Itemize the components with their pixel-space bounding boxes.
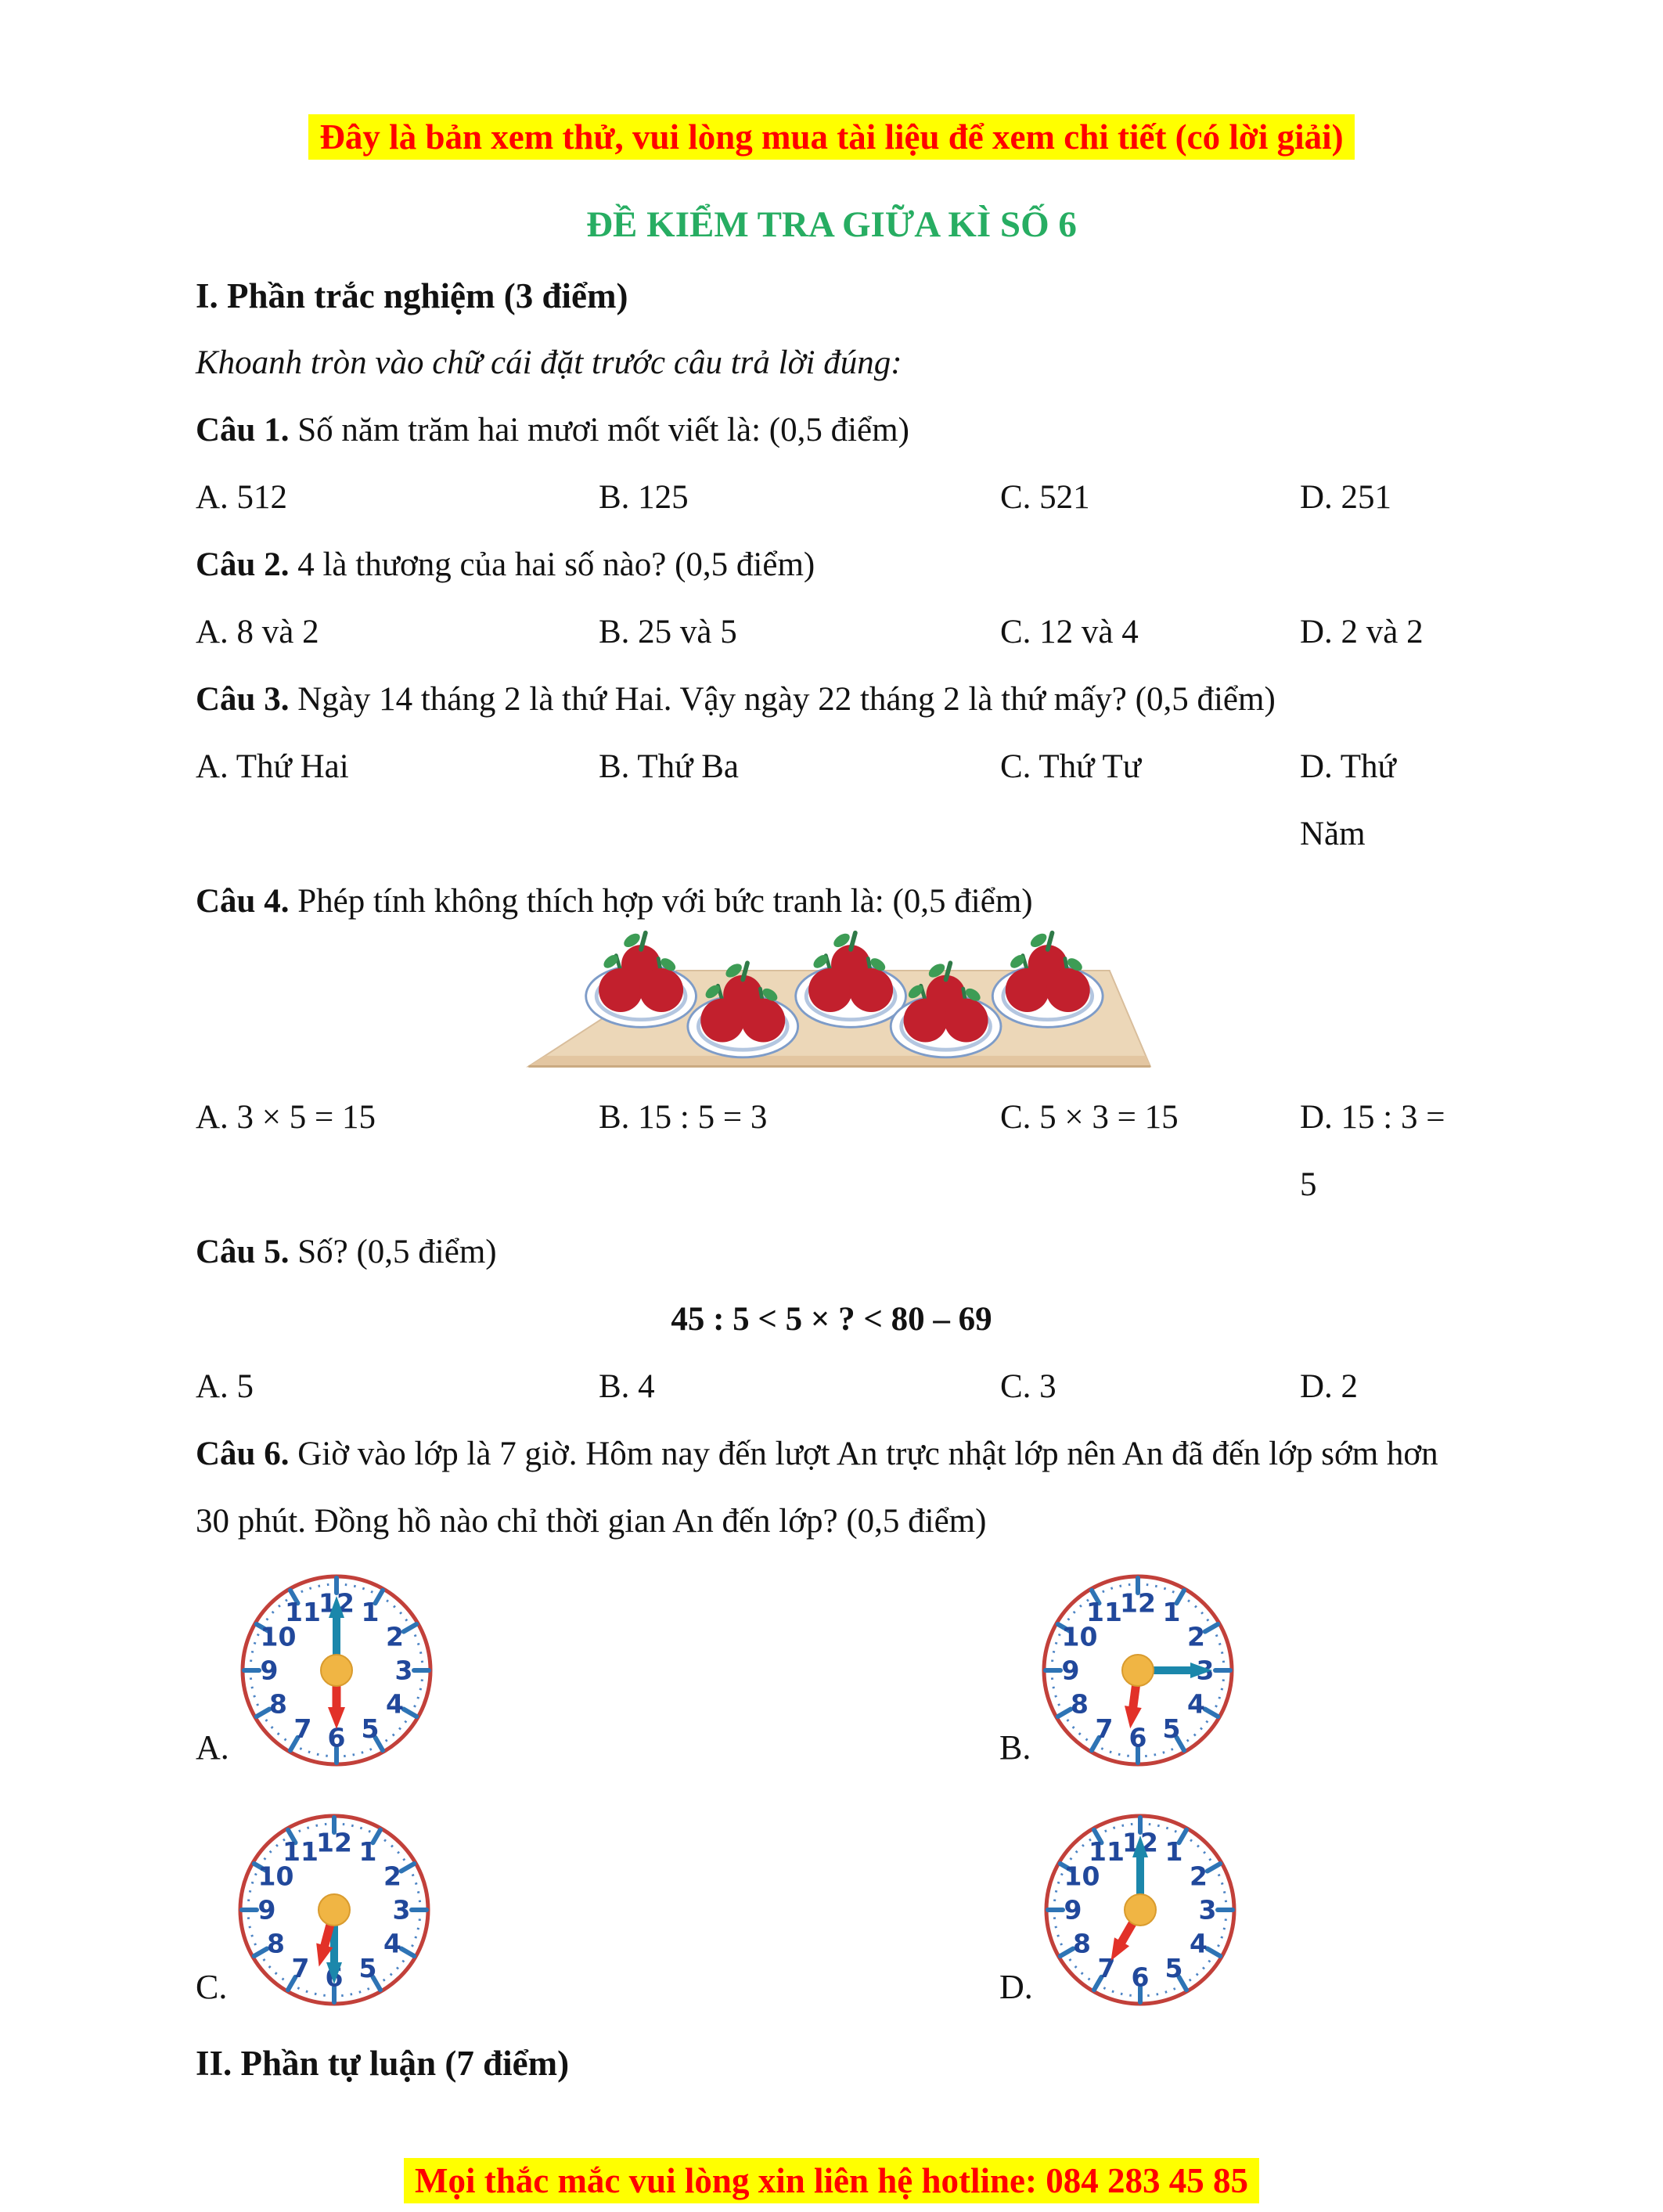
- instruction-text: Khoanh tròn vào chữ cái đặt trước câu trả lời đúng:: [196, 344, 902, 381]
- option: A. 8 và 2: [196, 614, 319, 650]
- question-6-label: Câu 6.: [196, 1436, 290, 1472]
- clock-option-b: [999, 1573, 1236, 1768]
- option: B. 125: [599, 479, 689, 516]
- clock-a-label: A.: [196, 1728, 229, 1767]
- question-4-label: Câu 4.: [196, 883, 290, 920]
- hotline-banner: Mọi thắc mắc vui lòng xin liên hệ hotline: 084 283 45 85: [404, 2158, 1259, 2203]
- question-6-text: Giờ vào lớp là 7 giờ. Hôm nay đến lượt An trực nhật lớp nên An đã đến lớp sớm hơn 30 phút. Đồng hồ nào chỉ thời gian An đến lớp? (0,5 điểm): [196, 1436, 1438, 1540]
- question-4-text: Phép tính không thích hợp với bức tranh là: (0,5 điểm): [297, 883, 1033, 920]
- option: C. 521: [1000, 479, 1090, 516]
- question-3-text: Ngày 14 tháng 2 là thứ Hai. Vậy ngày 22 tháng 2 là thứ mấy? (0,5 điểm): [297, 681, 1276, 718]
- section-1-heading: I. Phần trắc nghiệm (3 điểm): [196, 276, 628, 315]
- question-2: [196, 531, 1467, 599]
- question-2-options: [196, 599, 1467, 666]
- option: A. Thứ Hai: [196, 748, 349, 785]
- question-4-options: [196, 1084, 1467, 1219]
- preview-notice-banner: Đây là bản xem thử, vui lòng mua tài liệu để xem chi tiết (có lời giải): [308, 114, 1354, 160]
- question-5-text: Số? (0,5 điểm): [297, 1234, 497, 1270]
- clock-option-d: [999, 1812, 1238, 2008]
- question-1-text: Số năm trăm hai mươi mốt viết là: (0,5 điểm): [297, 412, 909, 449]
- question-5-options: [196, 1353, 1467, 1421]
- clock-d-7-00: [1042, 1812, 1238, 2008]
- clock-row-2: [196, 1812, 1467, 2008]
- top-banner-row: [196, 114, 1467, 168]
- exam-title: ĐỀ KIỂM TRA GIỮA KÌ SỐ 6: [586, 204, 1077, 245]
- question-4: [196, 868, 1467, 935]
- question-1: [196, 397, 1467, 464]
- option: D. 251: [1300, 479, 1392, 516]
- option: D. 2: [1300, 1368, 1359, 1405]
- clock-option-c: [196, 1812, 999, 2008]
- clock-option-a: [196, 1573, 999, 1768]
- question-5: [196, 1219, 1467, 1286]
- question-1-label: Câu 1.: [196, 412, 290, 449]
- question-4-picture: [196, 928, 1467, 1075]
- clock-b-6-15: [1040, 1573, 1236, 1768]
- bottom-banner-row: [196, 2158, 1467, 2212]
- clock-b-label: B.: [999, 1728, 1031, 1767]
- question-3-label: Câu 3.: [196, 681, 290, 718]
- question-6: [196, 1421, 1467, 1555]
- option: C. 12 và 4: [1000, 614, 1139, 650]
- question-5-label: Câu 5.: [196, 1234, 290, 1270]
- clock-d-label: D.: [999, 1968, 1033, 2006]
- option: B. 15 : 5 = 3: [599, 1099, 768, 1136]
- question-1-options: [196, 464, 1467, 531]
- question-2-text: 4 là thương của hai số nào? (0,5 điểm): [297, 546, 815, 583]
- clock-c-6-30: [236, 1812, 432, 2008]
- clock-a-6-00: [239, 1573, 434, 1768]
- option: D. 15 : 3 = 5: [1300, 1099, 1445, 1203]
- apples-on-table-illustration: [495, 928, 1168, 1075]
- option: C. Thứ Tư: [1000, 748, 1142, 785]
- question-3-options: [196, 733, 1467, 868]
- option: B. Thứ Ba: [599, 748, 739, 785]
- clock-c-label: C.: [196, 1968, 228, 2006]
- option: D. Thứ Năm: [1300, 748, 1396, 852]
- option: A. 3 × 5 = 15: [196, 1099, 376, 1136]
- clock-row-1: [196, 1573, 1467, 1768]
- option: A. 5: [196, 1368, 254, 1405]
- section-2-heading: II. Phần tự luận (7 điểm): [196, 2044, 570, 2083]
- question-3: [196, 666, 1467, 733]
- option: C. 5 × 3 = 15: [1000, 1099, 1179, 1136]
- option: A. 512: [196, 479, 288, 516]
- option: C. 3: [1000, 1368, 1056, 1405]
- option: B. 4: [599, 1368, 655, 1405]
- option: B. 25 và 5: [599, 614, 737, 650]
- option: D. 2 và 2: [1300, 614, 1424, 650]
- question-2-label: Câu 2.: [196, 546, 290, 583]
- question-5-equation: 45 : 5 < 5 × ? < 80 – 69: [671, 1301, 992, 1338]
